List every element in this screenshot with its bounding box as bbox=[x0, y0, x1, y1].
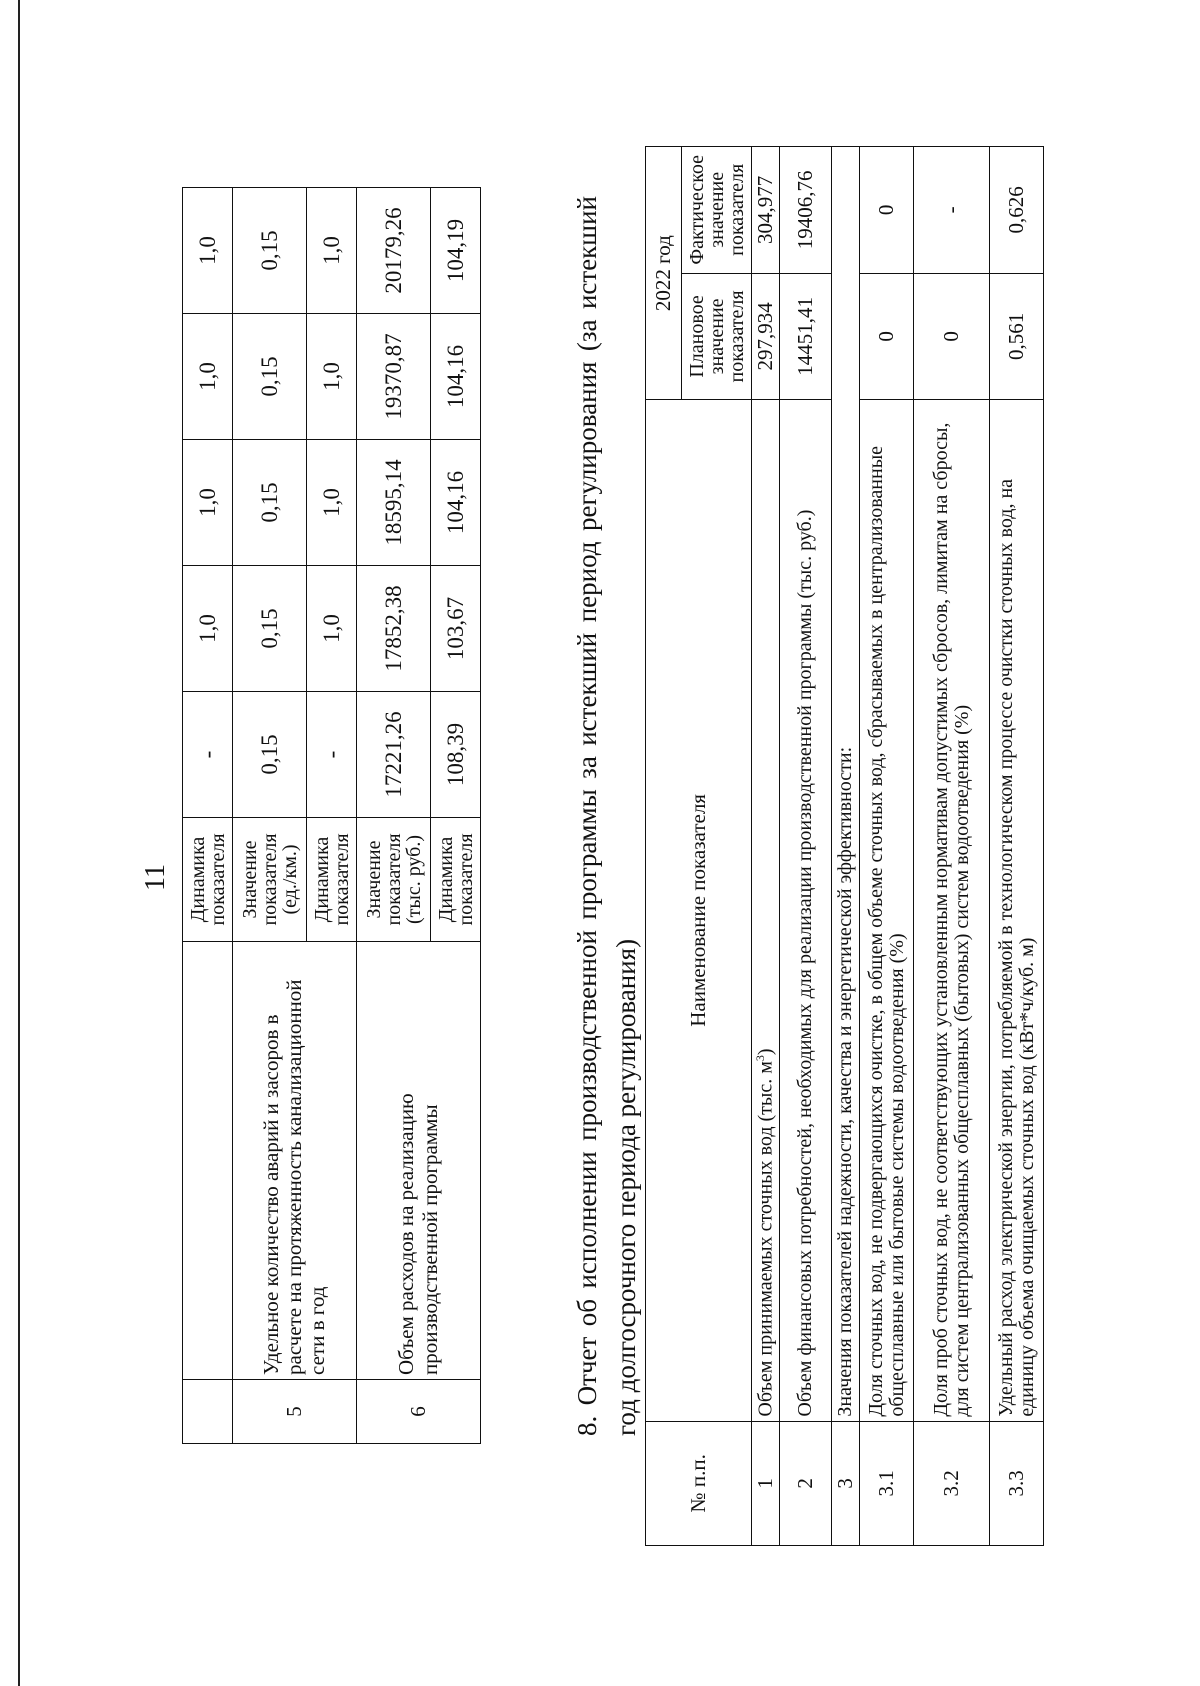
fact-value: 0,626 bbox=[990, 147, 1044, 274]
value-cell: 19370,87 bbox=[357, 314, 431, 440]
row-number bbox=[183, 1380, 233, 1444]
fact-value: 0 bbox=[860, 147, 914, 274]
plan-value: 0 bbox=[860, 273, 914, 400]
value-cell: 0,15 bbox=[233, 314, 307, 440]
value-type: Динамика показателя bbox=[183, 818, 233, 942]
section-heading: 8. Отчет об исполнении производственной программы за истекший период регулирования (за истекший год долгосрочного периода регулирования) bbox=[572, 196, 642, 1436]
plan-value: 297,934 bbox=[752, 273, 780, 400]
fact-value: 304,977 bbox=[752, 147, 780, 274]
table-row bbox=[357, 188, 431, 1444]
value-cell: 108,39 bbox=[431, 692, 481, 818]
header-fact: Фактическое значение показателя bbox=[682, 147, 752, 274]
fact-value: 19406,76 bbox=[780, 147, 832, 274]
value-cell: 0,15 bbox=[233, 188, 307, 314]
value-type: Динамика показателя bbox=[307, 818, 357, 942]
row-number: 6 bbox=[357, 1380, 481, 1444]
value-type: Динамика показателя bbox=[431, 818, 481, 942]
header-plan: Плановое значение показателя bbox=[682, 273, 752, 400]
report-table bbox=[645, 146, 1044, 1546]
header-indicator-name: Наименование показателя bbox=[646, 400, 752, 1421]
indicator-name: Доля сточных вод, не подвергающихся очистке, в общем объеме сточных вод, сбрасываемых в централизованные общесплавные или бытовые системы водоотведения (%) bbox=[860, 400, 914, 1421]
value-cell: - bbox=[307, 692, 357, 818]
row-number: 1 bbox=[752, 1421, 780, 1545]
value-cell: 17221,26 bbox=[357, 692, 431, 818]
value-cell: 1,0 bbox=[183, 314, 233, 440]
value-cell: 0,15 bbox=[233, 566, 307, 692]
table-row bbox=[752, 147, 780, 1546]
plan-value: 0 bbox=[914, 273, 990, 400]
value-cell: 1,0 bbox=[183, 440, 233, 566]
value-cell: 1,0 bbox=[307, 566, 357, 692]
row-number: 5 bbox=[233, 1380, 357, 1444]
indicator-name: Объем расходов на реализацию производственной программы bbox=[357, 942, 481, 1380]
value-cell: - bbox=[183, 692, 233, 818]
value-cell: 104,16 bbox=[431, 314, 481, 440]
plan-value: 14451,41 bbox=[780, 273, 832, 400]
indicator-name bbox=[183, 942, 233, 1380]
table-row bbox=[780, 147, 832, 1546]
table-row bbox=[914, 147, 990, 1546]
indicator-name: Доля проб сточных вод, не соответствующих установленным нормативам допустимых сбросов, лимитам на сбросы, для систем централизованных общесплавных (бытовых) систем водоотведения (%) bbox=[914, 400, 990, 1421]
value-cell: 104,19 bbox=[431, 188, 481, 314]
indicators-continuation-table bbox=[182, 187, 481, 1444]
value-cell: 18595,14 bbox=[357, 440, 431, 566]
indicator-name: Объем принимаемых сточных вод (тыс. $м^3$) bbox=[752, 400, 780, 1421]
plan-value: 0,561 bbox=[990, 273, 1044, 400]
page-number: 11 bbox=[140, 864, 171, 891]
indicator-group-name: Значения показателей надежности, качества и энергетической эффективности: bbox=[832, 147, 860, 1422]
indicator-name: Объем финансовых потребностей, необходимых для реализации производственной программы (тыс. руб.) bbox=[780, 400, 832, 1421]
value-cell: 1,0 bbox=[307, 314, 357, 440]
table-row bbox=[990, 147, 1044, 1546]
value-cell: 1,0 bbox=[307, 440, 357, 566]
row-number: 3.1 bbox=[860, 1421, 914, 1545]
header-year: 2022 год bbox=[646, 147, 682, 400]
value-cell: 0,15 bbox=[233, 440, 307, 566]
value-cell: 1,0 bbox=[307, 188, 357, 314]
fact-value: - bbox=[914, 147, 990, 274]
value-type: Значение показателя (тыс. руб.) bbox=[357, 818, 431, 942]
value-cell: 103,67 bbox=[431, 566, 481, 692]
table-row bbox=[233, 188, 307, 1444]
value-cell: 104,16 bbox=[431, 440, 481, 566]
indicator-name: Удельное количество аварий и засоров в расчете на протяженность канализационной сети в год bbox=[233, 942, 357, 1380]
row-number: 3.3 bbox=[990, 1421, 1044, 1545]
indicator-name: Удельный расход электрической энергии, потребляемой в технологическом процессе очистки сточных вод, на единицу объема очищаемых сточных вод (кВт*ч/куб. м) bbox=[990, 400, 1044, 1421]
value-cell: 1,0 bbox=[183, 566, 233, 692]
row-number: 2 bbox=[780, 1421, 832, 1545]
table-row bbox=[860, 147, 914, 1546]
row-number: 3 bbox=[832, 1421, 860, 1545]
value-cell: 1,0 bbox=[183, 188, 233, 314]
value-cell: 0,15 bbox=[233, 692, 307, 818]
row-number: 3.2 bbox=[914, 1421, 990, 1545]
header-row bbox=[646, 147, 682, 1546]
table-row bbox=[183, 188, 233, 1444]
value-cell: 20179,26 bbox=[357, 188, 431, 314]
table-row bbox=[832, 147, 860, 1546]
header-number: № п.п. bbox=[646, 1421, 752, 1545]
value-type: Значение показателя (ед./км.) bbox=[233, 818, 307, 942]
value-cell: 17852,38 bbox=[357, 566, 431, 692]
